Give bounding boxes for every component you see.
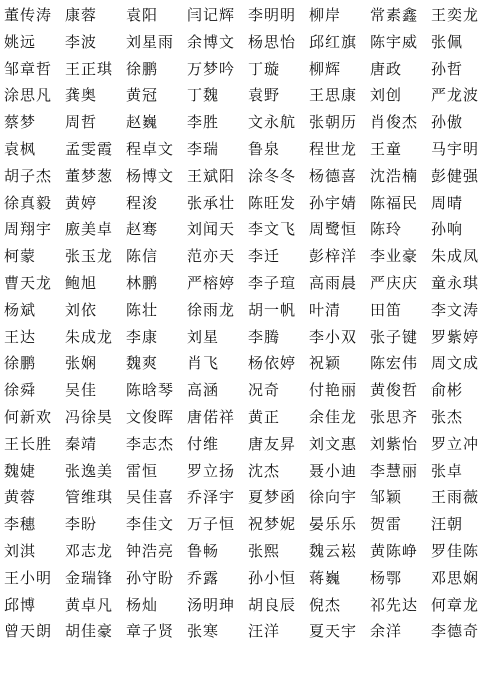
name-cell: 邓思娴 [431, 568, 480, 587]
name-cell: 李康 [126, 327, 159, 346]
name-cell: 王思康 [309, 86, 358, 105]
name-cell: 赵巍 [126, 113, 159, 132]
name-cell: 鲍旭 [65, 273, 98, 292]
name-cell: 徐鹏 [4, 354, 37, 373]
name-cell: 廒美卓 [65, 220, 114, 239]
name-cell: 叶清 [309, 300, 342, 319]
name-cell: 蒋巍 [309, 568, 342, 587]
name-cell: 袁枫 [4, 139, 37, 158]
name-cell: 胡一帆 [248, 300, 297, 319]
name-cell: 周鹭恒 [309, 220, 358, 239]
name-cell: 周文成 [431, 354, 480, 373]
name-cell: 孙守盼 [126, 568, 175, 587]
name-cell: 徐真毅 [4, 193, 53, 212]
name-cell: 余佳龙 [309, 407, 358, 426]
name-cell: 肖飞 [187, 354, 220, 373]
name-cell: 贺雷 [370, 515, 403, 534]
name-cell: 王达 [4, 327, 37, 346]
name-cell: 章子贤 [126, 622, 175, 641]
name-cell: 王正琪 [65, 59, 114, 78]
name-cell: 邓志龙 [65, 541, 114, 560]
name-cell: 孙响 [431, 220, 464, 239]
name-cell: 李小双 [309, 327, 358, 346]
name-cell: 周哲 [65, 113, 98, 132]
name-cell: 罗佳陈 [431, 541, 480, 560]
name-cell: 范亦天 [187, 247, 236, 266]
name-cell: 张承壮 [187, 193, 236, 212]
name-cell: 胡子杰 [4, 166, 53, 185]
name-cell: 余博文 [187, 32, 236, 51]
name-cell: 沈杰 [248, 461, 281, 480]
name-cell: 汪洋 [248, 622, 281, 641]
name-cell: 唐政 [370, 59, 403, 78]
name-cell: 徐雨龙 [187, 300, 236, 319]
name-cell: 高雨晨 [309, 273, 358, 292]
name-cell: 张熙 [248, 541, 281, 560]
name-cell: 涂思凡 [4, 86, 53, 105]
name-cell: 丁魏 [187, 86, 220, 105]
name-cell: 朱成龙 [65, 327, 114, 346]
name-cell: 黄婷 [65, 193, 98, 212]
name-cell: 孟雯霞 [65, 139, 114, 158]
name-cell: 徐鹏 [126, 59, 159, 78]
name-cell: 鲁泉 [248, 139, 281, 158]
name-cell: 朱成凤 [431, 247, 480, 266]
name-cell: 童永琪 [431, 273, 480, 292]
name-cell: 田笛 [370, 300, 403, 319]
name-cell: 董传涛 [4, 6, 53, 24]
name-cell: 罗立冲 [431, 434, 480, 453]
name-cell: 魏云崧 [309, 541, 358, 560]
name-cell: 倪杰 [309, 595, 342, 614]
name-cell: 李志杰 [126, 434, 175, 453]
name-cell: 文俊晖 [126, 407, 175, 426]
name-cell: 魏婕 [4, 461, 37, 480]
name-cell: 董梦葱 [65, 166, 114, 185]
name-cell: 严龙波 [431, 86, 480, 105]
name-cell: 吴佳喜 [126, 488, 175, 507]
name-cell: 康蓉 [65, 6, 98, 24]
name-cell: 乔泽宇 [187, 488, 236, 507]
name-cell: 乔露 [187, 568, 220, 587]
name-cell: 金瑞锋 [65, 568, 114, 587]
name-cell: 唐友昇 [248, 434, 297, 453]
name-cell: 孙小恒 [248, 568, 297, 587]
name-cell: 陈宇威 [370, 32, 419, 51]
name-cell: 刘星雨 [126, 32, 175, 51]
name-cell: 闫记辉 [187, 6, 236, 24]
name-cell: 丁璇 [248, 59, 281, 78]
name-cell: 孙宇婧 [309, 193, 358, 212]
name-cell: 李慧丽 [370, 461, 419, 480]
name-cell: 黄俊哲 [370, 381, 419, 400]
name-cell: 程卓文 [126, 139, 175, 158]
name-cell: 袁野 [248, 86, 281, 105]
name-cell: 何章龙 [431, 595, 480, 614]
name-cell: 杨灿 [126, 595, 159, 614]
name-cell: 邹颖 [370, 488, 403, 507]
name-cell: 王童 [370, 139, 403, 158]
name-cell: 陈信 [126, 247, 159, 266]
name-cell: 沈浩楠 [370, 166, 419, 185]
name-cell: 张卓 [431, 461, 464, 480]
name-cell: 张子键 [370, 327, 419, 346]
name-cell: 李瑞 [187, 139, 220, 158]
name-cell: 杨思怡 [248, 32, 297, 51]
name-cell: 夏梦函 [248, 488, 297, 507]
name-cell: 彭梓洋 [309, 247, 358, 266]
name-cell: 袁阳 [126, 6, 159, 24]
name-cell: 魏爽 [126, 354, 159, 373]
name-cell: 汪朝 [431, 515, 464, 534]
name-cell: 李佳文 [126, 515, 175, 534]
name-cell: 黄卓凡 [65, 595, 114, 614]
name-cell: 吴佳 [65, 381, 98, 400]
name-cell: 雷恒 [126, 461, 159, 480]
name-cell: 张佩 [431, 32, 464, 51]
name-cell: 王长胜 [4, 434, 53, 453]
name-grid [4, 2, 492, 645]
name-cell: 余洋 [370, 622, 403, 641]
name-cell: 李明明 [248, 6, 297, 24]
name-cell: 赵骞 [126, 220, 159, 239]
name-cell: 杨斌 [4, 300, 37, 319]
name-cell: 王小明 [4, 568, 53, 587]
name-cell: 刘淇 [4, 541, 37, 560]
name-cell: 林鹏 [126, 273, 159, 292]
name-cell: 曹天龙 [4, 273, 53, 292]
name-cell: 王斌阳 [187, 166, 236, 185]
name-cell: 鲁畅 [187, 541, 220, 560]
name-cell: 李胜 [187, 113, 220, 132]
name-cell: 罗紫婷 [431, 327, 480, 346]
name-cell: 曾天朗 [4, 622, 53, 641]
name-cell: 况奇 [248, 381, 281, 400]
name-cell: 张逸美 [65, 461, 114, 480]
name-cell: 周晴 [431, 193, 464, 212]
name-cell: 晏乐乐 [309, 515, 358, 534]
name-cell: 陈玲 [370, 220, 403, 239]
name-cell: 陈旺发 [248, 193, 297, 212]
name-cell: 陈壮 [126, 300, 159, 319]
name-cell: 黄冠 [126, 86, 159, 105]
name-cell: 程浚 [126, 193, 159, 212]
name-cell: 冯徐昊 [65, 407, 114, 426]
name-cell: 付艳丽 [309, 381, 358, 400]
name-cell: 王奕龙 [431, 6, 480, 24]
name-cell: 邱博 [4, 595, 37, 614]
name-cell: 刘依 [65, 300, 98, 319]
name-cell: 龚奥 [65, 86, 98, 105]
name-cell: 刘创 [370, 86, 403, 105]
name-cell: 李文飞 [248, 220, 297, 239]
name-cell: 严庆庆 [370, 273, 419, 292]
name-cell: 张朝历 [309, 113, 358, 132]
name-cell: 张思齐 [370, 407, 419, 426]
name-cell: 孙傲 [431, 113, 464, 132]
name-cell: 万子恒 [187, 515, 236, 534]
name-cell: 罗立扬 [187, 461, 236, 480]
name-cell: 柳岸 [309, 6, 342, 24]
name-cell: 徐向宇 [309, 488, 358, 507]
name-cell: 李业豪 [370, 247, 419, 266]
name-cell: 常素鑫 [370, 6, 419, 24]
name-cell: 李腾 [248, 327, 281, 346]
name-cell: 祁先达 [370, 595, 419, 614]
name-cell: 李迁 [248, 247, 281, 266]
name-cell: 李子瑄 [248, 273, 297, 292]
name-cell: 程世龙 [309, 139, 358, 158]
name-cell: 蔡梦 [4, 113, 37, 132]
name-cell: 管维琪 [65, 488, 114, 507]
name-cell: 严榕婷 [187, 273, 236, 292]
name-cell: 王雨薇 [431, 488, 480, 507]
name-cell: 付维 [187, 434, 220, 453]
name-cell: 唐偌祥 [187, 407, 236, 426]
name-cell: 刘星 [187, 327, 220, 346]
name-cell: 彭健强 [431, 166, 480, 185]
name-cell: 祝颖 [309, 354, 342, 373]
name-cell: 邹章哲 [4, 59, 53, 78]
name-cell: 柳辉 [309, 59, 342, 78]
name-cell: 刘闻天 [187, 220, 236, 239]
name-cell: 刘紫怡 [370, 434, 419, 453]
name-cell: 徐舜 [4, 381, 37, 400]
name-cell: 祝梦妮 [248, 515, 297, 534]
name-cell: 胡良辰 [248, 595, 297, 614]
name-cell: 汤明珅 [187, 595, 236, 614]
name-cell: 高涵 [187, 381, 220, 400]
name-cell: 李德奇 [431, 622, 480, 641]
name-cell: 秦靖 [65, 434, 98, 453]
name-cell: 杨博文 [126, 166, 175, 185]
name-cell: 万梦吟 [187, 59, 236, 78]
name-cell: 陈宏伟 [370, 354, 419, 373]
name-cell: 文永航 [248, 113, 297, 132]
name-cell: 孙哲 [431, 59, 464, 78]
name-cell: 马宇明 [431, 139, 480, 158]
name-cell: 陈福民 [370, 193, 419, 212]
name-cell: 何新欢 [4, 407, 53, 426]
name-cell: 张寒 [187, 622, 220, 641]
name-cell: 刘文惠 [309, 434, 358, 453]
name-cell: 陈晗琴 [126, 381, 175, 400]
name-cell: 李穗 [4, 515, 37, 534]
name-cell: 聂小迪 [309, 461, 358, 480]
name-cell: 俞彬 [431, 381, 464, 400]
name-cell: 黄蓉 [4, 488, 37, 507]
name-cell: 黄陈峥 [370, 541, 419, 560]
name-cell: 杨依婷 [248, 354, 297, 373]
name-cell: 张玉龙 [65, 247, 114, 266]
name-cell: 姚远 [4, 32, 37, 51]
name-cell: 黄正 [248, 407, 281, 426]
name-cell: 李文涛 [431, 300, 480, 319]
name-cell: 李盼 [65, 515, 98, 534]
name-cell: 柯蒙 [4, 247, 37, 266]
name-cell: 涂冬冬 [248, 166, 297, 185]
name-cell: 夏天宇 [309, 622, 358, 641]
name-cell: 肖俊杰 [370, 113, 419, 132]
name-cell: 胡佳豪 [65, 622, 114, 641]
name-cell: 钟浩亮 [126, 541, 175, 560]
name-cell: 李波 [65, 32, 98, 51]
name-cell: 杨鄂 [370, 568, 403, 587]
name-cell: 张娴 [65, 354, 98, 373]
name-cell: 邱红旗 [309, 32, 358, 51]
name-cell: 杨德喜 [309, 166, 358, 185]
name-cell: 周翔宇 [4, 220, 53, 239]
name-cell: 张杰 [431, 407, 464, 426]
